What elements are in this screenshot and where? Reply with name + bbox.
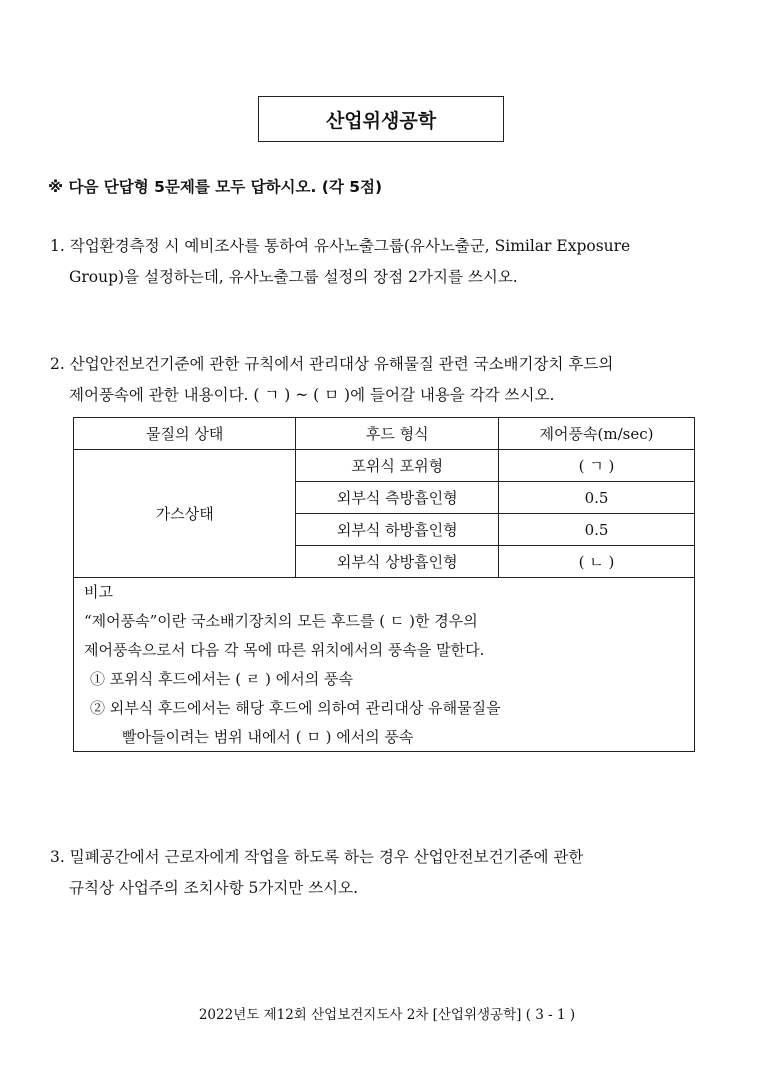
velocity-cell: ( ㄱ ) [499,450,695,482]
page-title: 산업위생공학 [258,96,504,142]
velocity-cell: ( ㄴ ) [499,546,695,578]
table-row [74,450,695,482]
control-velocity-table [73,417,695,578]
header-velocity: 제어풍속(m/sec) [499,418,695,450]
note-item-2: ② 외부식 후드에서는 해당 후드에 의하여 관리대상 유해물질을 [90,699,501,717]
state-cell: 가스상태 [74,450,296,578]
note-line-1: “제어풍속”이란 국소배기장치의 모든 후드를 ( ㄷ )한 경우의 [84,612,478,630]
question-3-line-2: 규칙상 사업주의 조치사항 5가지만 쓰시오. [69,879,359,897]
question-3-line-1: 3. 밀폐공간에서 근로자에게 작업을 하도록 하는 경우 산업안전보건기준에 관한 [50,848,584,866]
question-1-line-2: Group)을 설정하는데, 유사노출그룹 설정의 장점 2가지를 쓰시오. [69,268,518,286]
note-line-2: 제어풍속으로서 다음 각 목에 따른 위치에서의 풍속을 말한다. [84,641,485,659]
header-state: 물질의 상태 [74,418,296,450]
note-item-1: ① 포위식 후드에서는 ( ㄹ ) 에서의 풍속 [90,670,353,688]
hood-type-cell: 외부식 하방흡인형 [296,514,499,546]
note-box [73,572,695,752]
question-2 [50,349,720,411]
page-footer: 2022년도 제12회 산업보건지도사 2차 [산업위생공학] ( 3 - 1 ) [198,1007,576,1023]
question-2-line-1: 2. 산업안전보건기준에 관한 규칙에서 관리대상 유해물질 관련 국소배기장치 후드의 [50,355,614,373]
question-1 [50,231,720,293]
note-title: 비고 [84,583,113,601]
instruction-text: ※ 다음 단답형 5문제를 모두 답하시오. (각 5점) [48,178,383,196]
velocity-cell: 0.5 [499,514,695,546]
hood-type-cell: 외부식 상방흡인형 [296,546,499,578]
header-hood-type: 후드 형식 [296,418,499,450]
hood-type-cell: 외부식 측방흡인형 [296,482,499,514]
question-2-line-2: 제어풍속에 관한 내용이다. ( ㄱ ) ~ ( ㅁ )에 들어갈 내용을 각각 쓰시오. [69,386,555,404]
question-3 [50,842,720,904]
velocity-cell: 0.5 [499,482,695,514]
hood-type-cell: 포위식 포위형 [296,450,499,482]
table-header-row [74,418,695,450]
note-item-2-continued: 빨아들이려는 범위 내에서 ( ㅁ ) 에서의 풍속 [122,728,414,746]
question-1-line-1: 1. 작업환경측정 시 예비조사를 통하여 유사노출그룹(유사노출군, Similar Exposure [50,237,631,255]
